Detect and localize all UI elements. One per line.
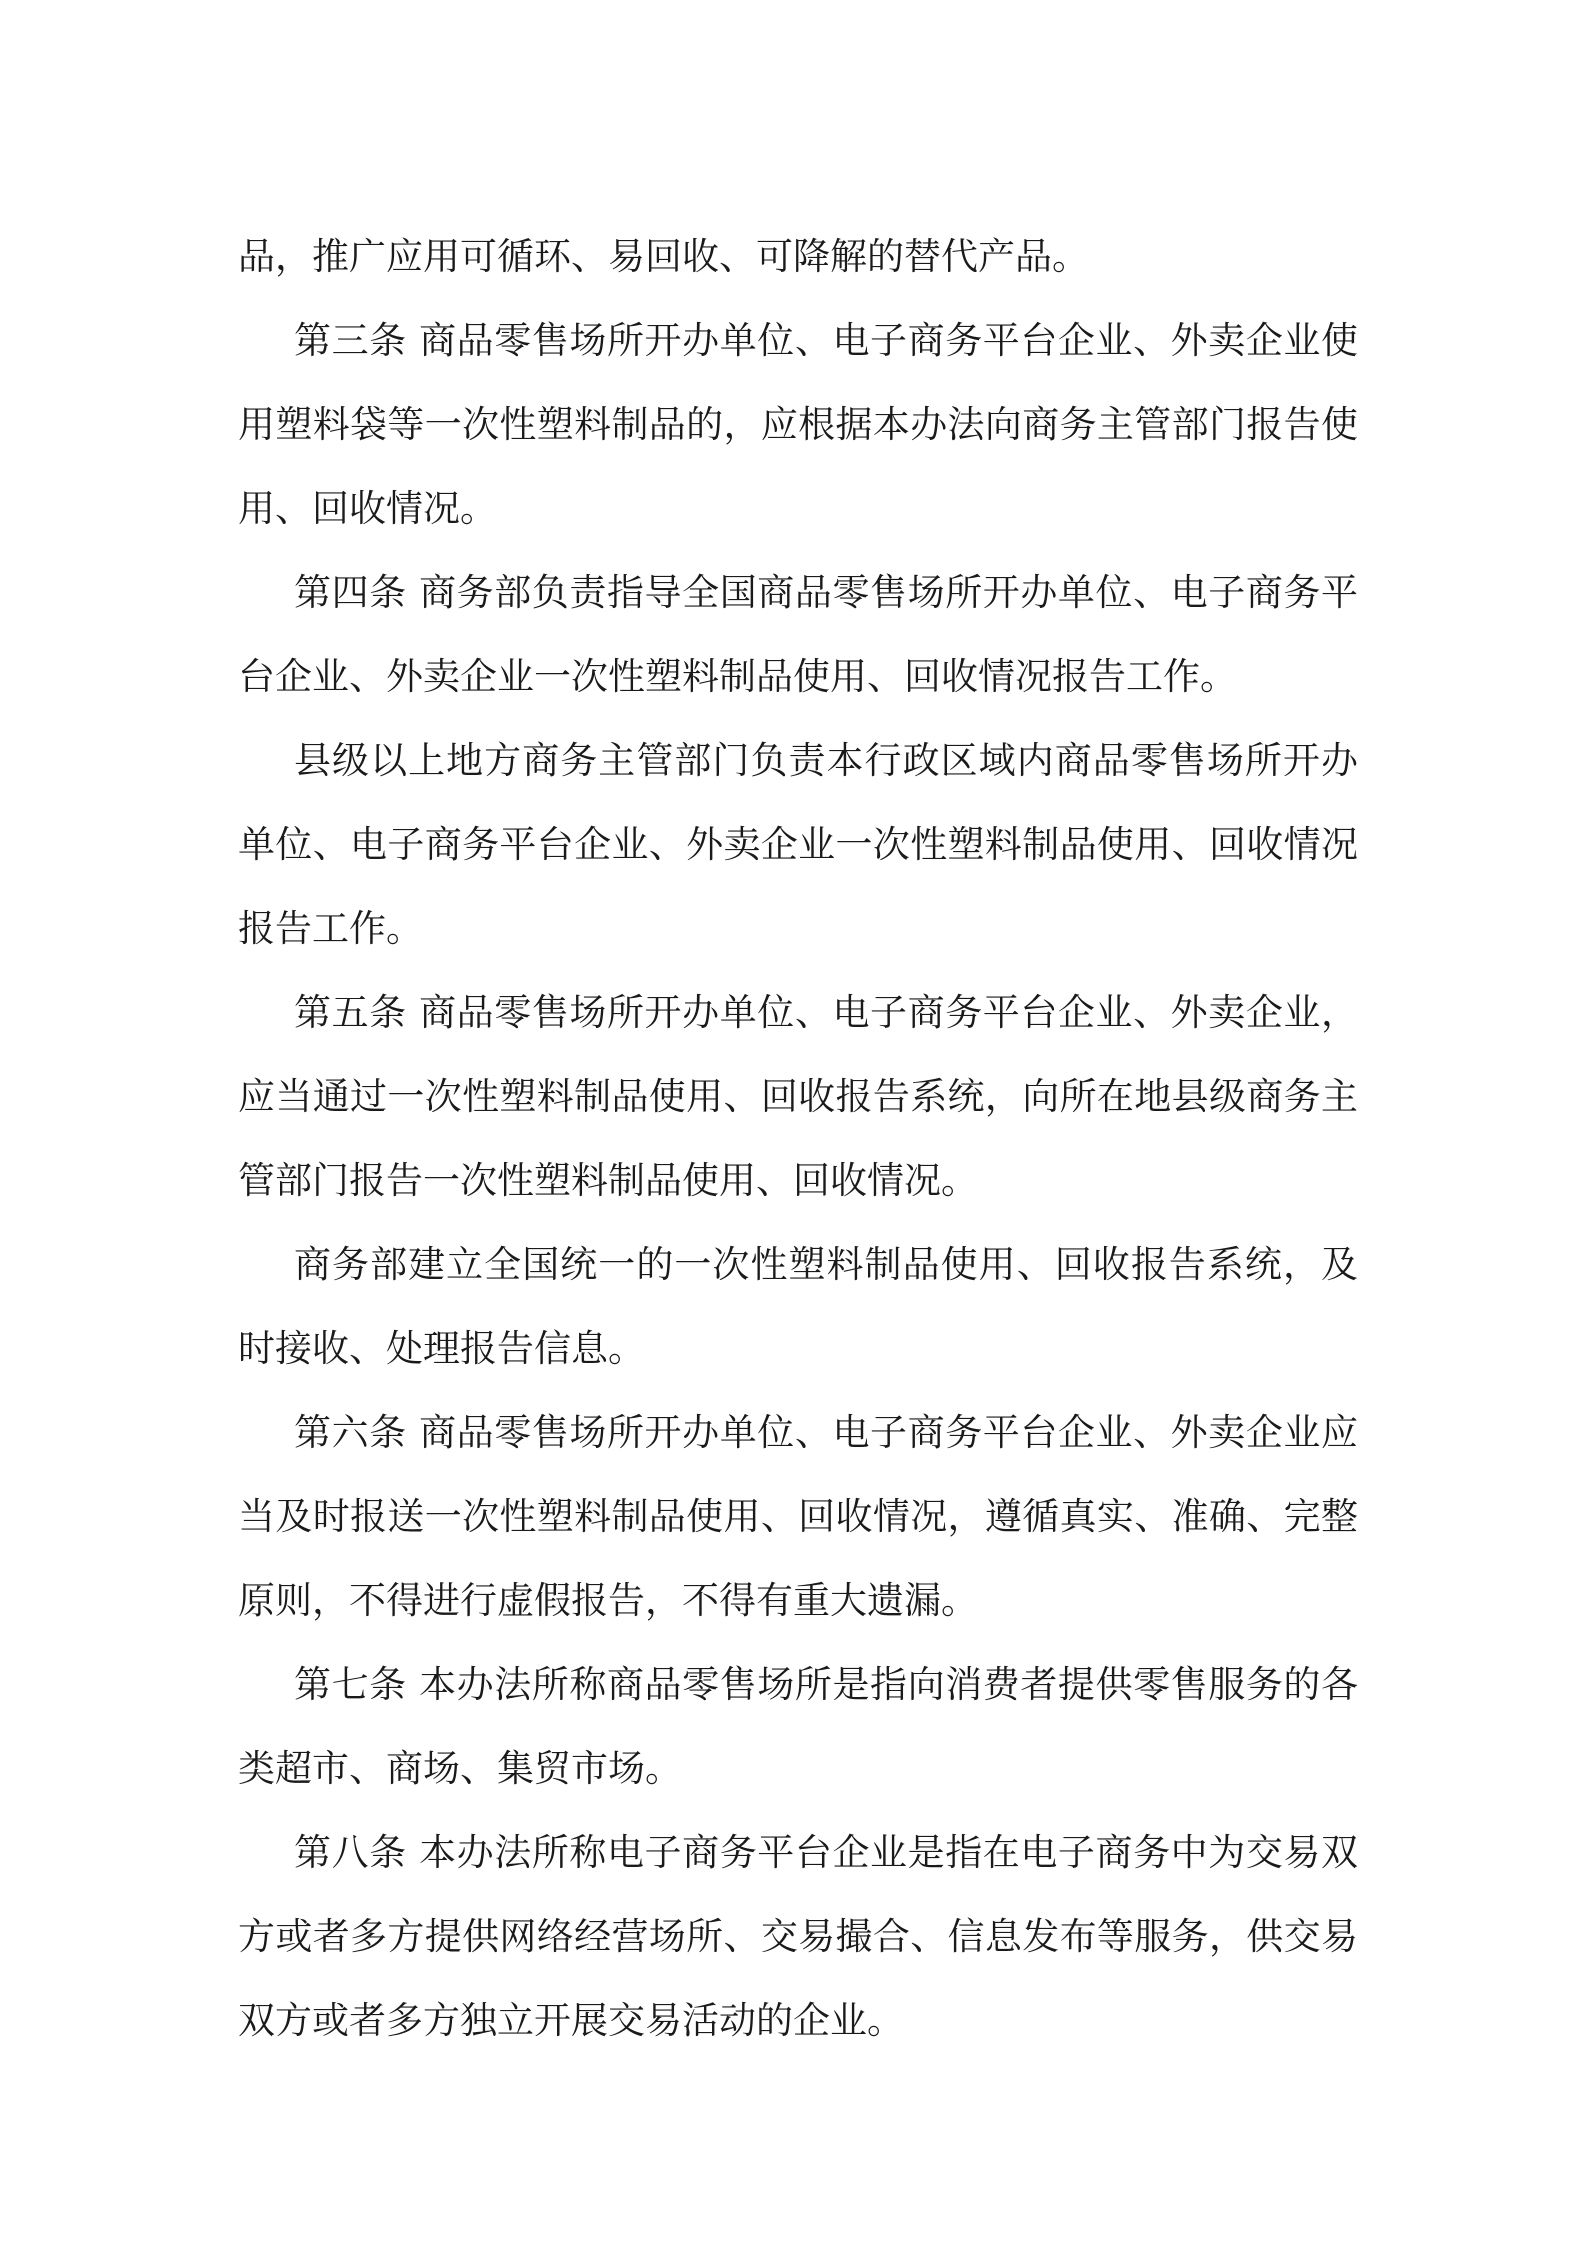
paragraph-article-5-clause-2: 商务部建立全国统一的一次性塑料制品使用、回收报告系统，及时接收、处理报告信息。 bbox=[238, 1243, 1358, 1370]
paragraph-article-4-clause-2: 县级以上地方商务主管部门负责本行政区域内商品零售场所开办单位、电子商务平台企业、外卖企业一次性塑料制品使用、回收情况报告工作。 bbox=[238, 739, 1358, 950]
paragraph-article-3: 第三条 商品零售场所开办单位、电子商务平台企业、外卖企业使用塑料袋等一次性塑料制品的，应根据本办法向商务主管部门报告使用、回收情况。 bbox=[238, 319, 1358, 530]
paragraph-article-7: 第七条 本办法所称商品零售场所是指向消费者提供零售服务的各类超市、商场、集贸市场。 bbox=[238, 1663, 1358, 1790]
paragraph-article-6: 第六条 商品零售场所开办单位、电子商务平台企业、外卖企业应当及时报送一次性塑料制品使用、回收情况，遵循真实、准确、完整原则，不得进行虚假报告，不得有重大遗漏。 bbox=[238, 1411, 1358, 1622]
paragraph-article-5: 第五条 商品零售场所开办单位、电子商务平台企业、外卖企业，应当通过一次性塑料制品使用、回收报告系统，向所在地县级商务主管部门报告一次性塑料制品使用、回收情况。 bbox=[238, 991, 1358, 1202]
paragraph-article-4: 第四条 商务部负责指导全国商品零售场所开办单位、电子商务平台企业、外卖企业一次性塑料制品使用、回收情况报告工作。 bbox=[238, 571, 1358, 698]
document-body bbox=[238, 215, 1358, 2063]
paragraph-article-8: 第八条 本办法所称电子商务平台企业是指在电子商务中为交易双方或者多方提供网络经营场所、交易撮合、信息发布等服务，供交易双方或者多方独立开展交易活动的企业。 bbox=[238, 1831, 1358, 2042]
paragraph-continuation: 品，推广应用可循环、易回收、可降解的替代产品。 bbox=[238, 235, 1089, 278]
